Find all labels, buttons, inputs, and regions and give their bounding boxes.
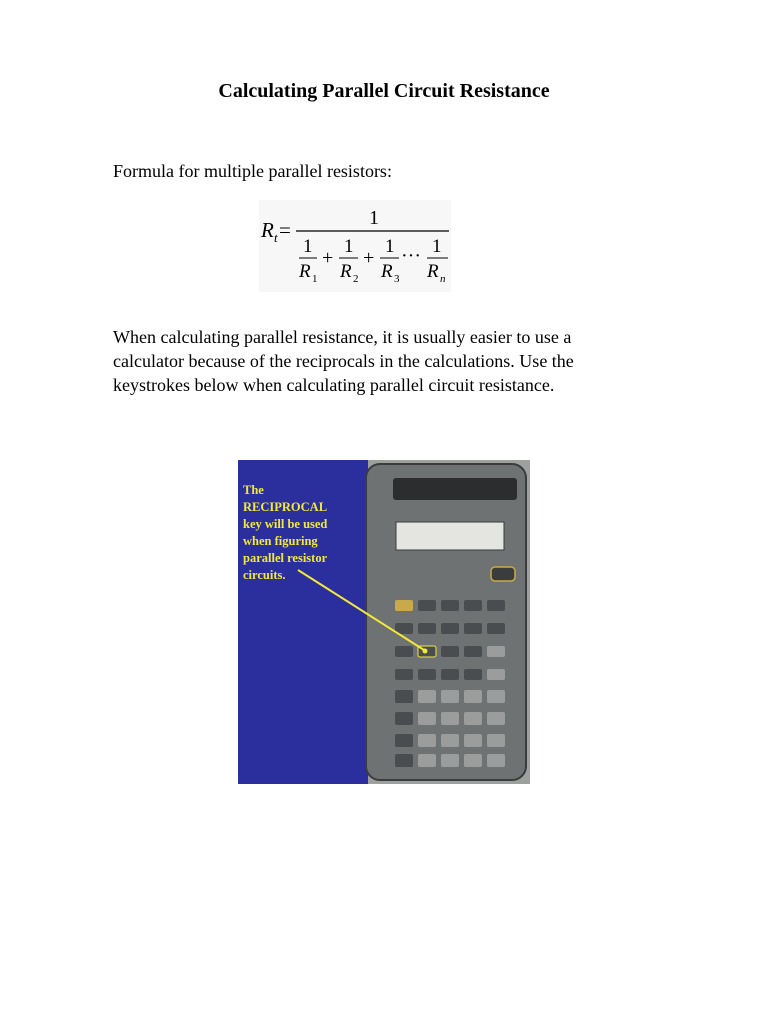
- pointer-arrow-tip: [423, 649, 428, 654]
- calculator-body: [366, 464, 526, 780]
- formula-denominator-symbol: R: [340, 261, 352, 282]
- formula-term-numerator: 1: [432, 236, 442, 257]
- paragraph-line: When calculating parallel resistance, it is usually easier to use a: [113, 327, 572, 347]
- caption-line: RECIPROCAL: [243, 500, 328, 514]
- formula-term-numerator: 1: [344, 236, 354, 257]
- formula-lhs-subscript: t: [274, 230, 278, 245]
- on-key: [491, 567, 515, 581]
- parallel-resistance-formula: [259, 200, 451, 292]
- paragraph-line: calculator because of the reciprocals in the calculations. Use the: [113, 351, 574, 371]
- formula-ellipsis: ···: [401, 245, 421, 267]
- caption-line: parallel resistor: [243, 551, 328, 565]
- formula-denominator-subscript: 2: [353, 273, 359, 285]
- formula-denominator-symbol: R: [427, 261, 439, 282]
- formula-denominator-subscript: 1: [312, 273, 318, 285]
- caption-line: The: [243, 483, 264, 497]
- formula-denominator-symbol: R: [381, 261, 393, 282]
- formula-intro-text: Formula for multiple parallel resistors:: [113, 161, 392, 181]
- formula-denominator-symbol: R: [299, 261, 311, 282]
- calculator-screen: [396, 522, 504, 550]
- calculator-photo: [238, 460, 530, 784]
- formula-numerator: 1: [369, 207, 379, 229]
- solar-panel: [393, 478, 517, 500]
- caption-line: key will be used: [243, 517, 328, 531]
- caption-line: circuits.: [243, 568, 286, 582]
- formula-plus: +: [322, 247, 334, 269]
- page-title: Calculating Parallel Circuit Resistance: [218, 80, 550, 102]
- paragraph-line: keystrokes below when calculating parallel circuit resistance.: [113, 375, 555, 395]
- instruction-paragraph: [113, 325, 673, 397]
- formula-lhs-symbol: R: [261, 218, 274, 242]
- formula-plus: +: [363, 247, 375, 269]
- caption-line: when figuring: [243, 534, 318, 548]
- formula-equals: =: [279, 218, 291, 242]
- formula-term-numerator: 1: [385, 236, 395, 257]
- formula-denominator-subscript: 3: [394, 273, 400, 285]
- formula-denominator-subscript: n: [440, 273, 446, 285]
- formula-term-numerator: 1: [303, 236, 313, 257]
